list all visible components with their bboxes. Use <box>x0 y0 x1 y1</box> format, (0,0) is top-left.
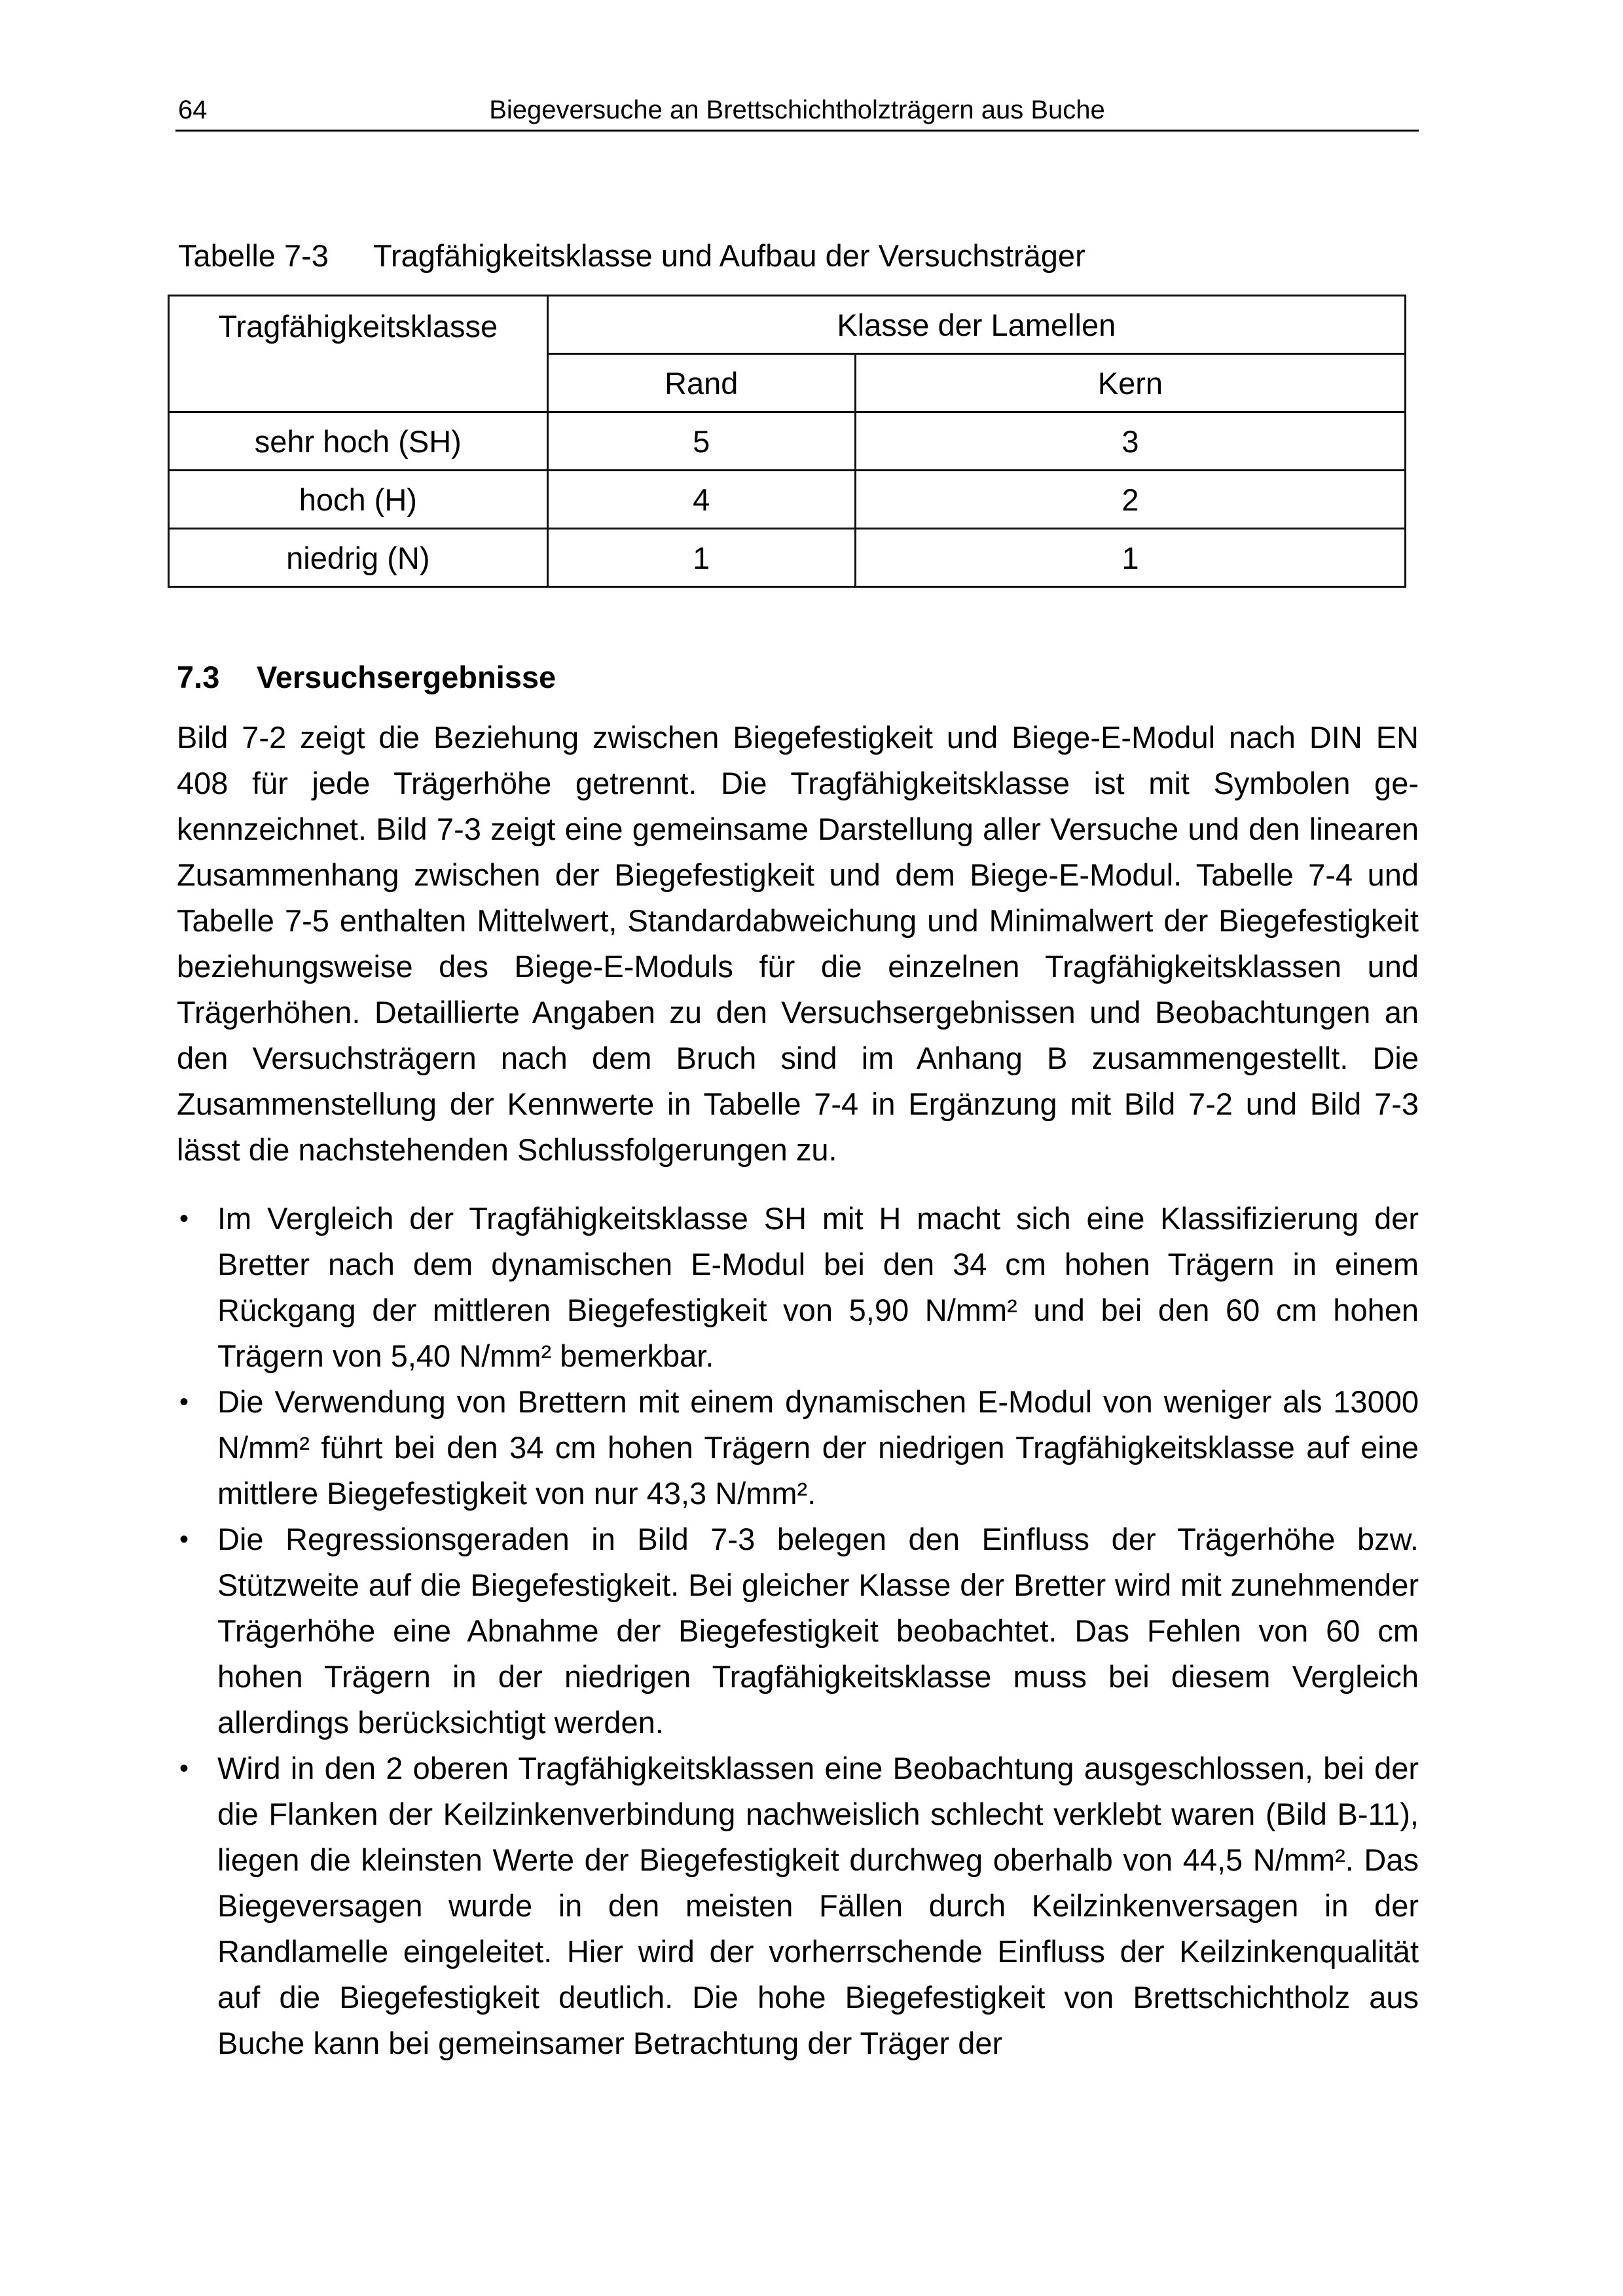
header-capacity-class: Tragfähigkeitsklasse <box>169 296 548 412</box>
cell-rand: 5 <box>547 412 855 471</box>
bullet-icon: • <box>179 1754 189 1783</box>
running-header <box>175 90 1419 132</box>
cell-rand: 4 <box>547 471 855 529</box>
cell-class: sehr hoch (SH) <box>169 412 548 471</box>
section-heading <box>177 659 556 695</box>
conclusions-list <box>177 1196 1419 2066</box>
body-paragraph: Bild 7-2 zeigt die Beziehung zwischen Biegefestigkeit und Biege-E-Modul nach DIN EN 408 für jede Trägerhöhe getrennt. Die Tragfähigkeitsklasse ist mit Symbolen gekennzeichnet. Bild 7-3 zeigt eine gemeinsame Darstellung aller Versuche und den linearen Zusammenhang zwischen der Biegefestigkeit und dem Biege-E-Modul. Tabelle 7-4 und Tabelle 7-5 enthalten Mittelwert, Standardabweichung und Minimalwert der Biegefestigkeit beziehungsweise des Biege-E-Moduls für die einzelnen Tragfähigkeitsklassen und Trägerhöhen. Detaillierte Angaben zu den Versuchsergebnissen und Beobachtungen an den Versuchsträgern nach dem Bruch sind im Anhang B zusammengestellt. Die Zusammenstellung der Kennwerte in Tabelle 7-4 in Ergänzung mit Bild 7-2 und Bild 7-3 lässt die nachstehenden Schlussfolgerungen zu. <box>177 720 1419 1167</box>
bullet-icon: • <box>179 1204 189 1233</box>
table-header-row <box>169 296 1406 354</box>
table-caption-text: Tragfähigkeitsklasse und Aufbau der Versuchsträger <box>373 238 1085 273</box>
list-item-text: Die Verwendung von Brettern mit einem dynamischen E-Modul von weniger als 13000 N/mm² führt bei den 34 cm hohen Trägern der niedrigen Tragfähigkeitsklasse auf eine mittlere Biegefestigkeit von nur 43,3 N/mm². <box>217 1384 1419 1511</box>
capacity-class-table <box>168 295 1406 588</box>
bullet-icon: • <box>179 1388 189 1416</box>
cell-kern: 2 <box>855 471 1405 529</box>
table-row <box>169 412 1406 471</box>
list-item <box>177 1746 1419 2066</box>
cell-kern: 3 <box>855 412 1405 471</box>
table-row <box>169 529 1406 587</box>
cell-class: hoch (H) <box>169 471 548 529</box>
table-row <box>169 471 1406 529</box>
section-title: Versuchsergebnisse <box>257 660 556 694</box>
list-item <box>177 1196 1419 1379</box>
list-item <box>177 1379 1419 1516</box>
list-item-text: Die Regressionsgeraden in Bild 7-3 belegen den Einfluss der Trägerhöhe bzw. Stützweite auf die Biegefestigkeit. Bei gleicher Klasse der Bretter wird mit zunehmender Trägerhöhe eine Abnahme der Biegefestigkeit beobachtet. Das Fehlen von 60 cm hohen Trägern in der niedrigen Tragfähigkeitsklasse muss bei diesem Vergleich allerdings berücksichtigt werden. <box>217 1522 1419 1740</box>
list-item-text: Wird in den 2 oberen Tragfähigkeitsklassen eine Beobachtung ausgeschlossen, bei der die Flanken der Keilzinkenverbindung nachweislich schlecht verklebt waren (Bild B-11), liegen die kleinsten Werte der Biegefestigkeit durchweg oberhalb von 44,5 N/mm². Das Biegeversagen wurde in den meisten Fällen durch Keilzinkenversagen in der Randlamelle eingeleitet. Hier wird der vorherrschende Einfluss der Keilzinkenqualität auf die Biegefestigkeit deutlich. Die hohe Biegefestigkeit von Brettschichtholz aus Buche kann bei gemeinsamer Betrachtung der Träger der <box>217 1751 1419 2060</box>
section-number: 7.3 <box>177 660 220 694</box>
list-item <box>177 1516 1419 1746</box>
page-number: 64 <box>178 96 208 124</box>
cell-class: niedrig (N) <box>169 529 548 587</box>
table-caption <box>178 238 1085 274</box>
running-title: Biegeversuche an Brettschichtholzträgern aus Buche <box>489 96 1105 124</box>
list-item-text: Im Vergleich der Tragfähigkeitsklasse SH mit H macht sich eine Klassifizierung der Bretter nach dem dynamischen E-Modul bei den 34 cm hohen Trägern in einem Rückgang der mittleren Biegefestigkeit von 5,90 N/mm² und bei den 60 cm hohen Trägern von 5,40 N/mm² bemerkbar. <box>217 1201 1419 1373</box>
subheader-kern: Kern <box>855 354 1405 412</box>
header-lamella-class: Klasse der Lamellen <box>547 296 1405 354</box>
cell-kern: 1 <box>855 529 1405 587</box>
bullet-icon: • <box>179 1525 189 1554</box>
table-caption-label: Tabelle 7-3 <box>178 238 329 273</box>
cell-rand: 1 <box>547 529 855 587</box>
subheader-rand: Rand <box>547 354 855 412</box>
